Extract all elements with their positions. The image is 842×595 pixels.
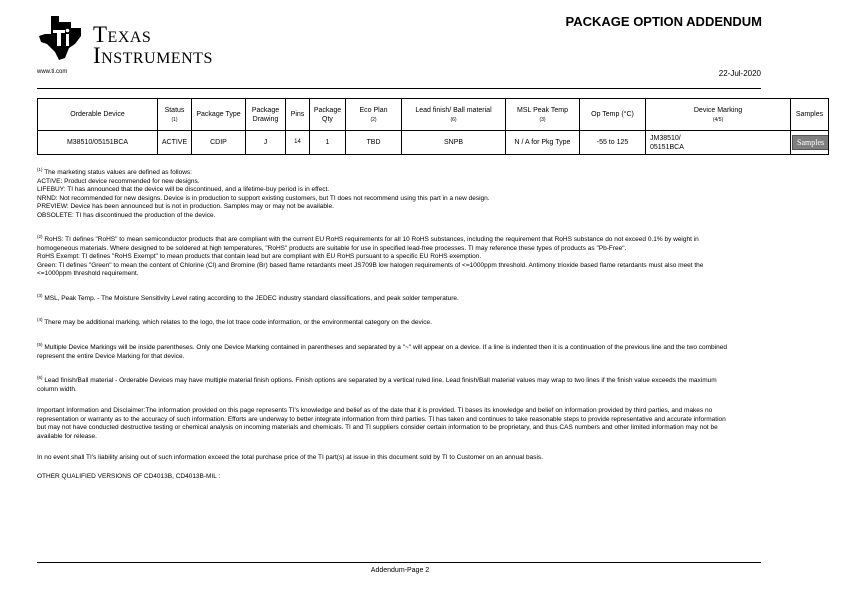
footnote-marker: (2) [37,234,43,240]
col-header-op-temp: Op Temp (°C) [580,99,646,131]
note-2 [37,233,733,279]
note-6-text: Lead finish/Ball material - Orderable Devices may have multiple material finish options. Finish options are separated by a vertical ruled line. Lead finish/Ball material values may wrap to two lines if the finish value exceeds the maximum column width. [37,377,717,393]
cell-device-marking [646,131,791,155]
note-2-green: Green: TI defines "Green" to mean the content of Chlorine (Cl) and Bromine (Br) based flame retardants meet JS709B low halogen requirements of <=1000ppm threshold. Antimony trioxide based flame retardants must also meet the <=1000ppm threshold requirement. [37,261,704,278]
footnote-marker: (3) [37,292,43,298]
note-2-rohs-exempt: RoHS Exempt: TI defines "RoHS Exempt" to mean products that contain lead but are compliant with EU RoHS pursuant to a specific EU RoHS exemption. [37,253,482,261]
col-header-package-qty: Package Qty [310,99,346,131]
note-1 [37,166,733,220]
page-title: PACKAGE OPTION ADDENDUM [565,14,762,29]
cell-qty: 1 [310,131,346,155]
marking-line-2: 05151BCA [650,143,684,151]
other-versions-heading: OTHER QUALIFIED VERSIONS OF CD4013B, CD4013B-MIL : [37,472,221,480]
cell-status: ACTIVE [158,131,192,155]
footer-divider [37,562,761,563]
col-header-package-drawing: Package Drawing [246,99,286,131]
col-header-package-type: Package Type [192,99,246,131]
table-row [38,131,829,155]
cell-drawing: J [246,131,286,155]
disclaimer [37,407,733,441]
document-date: 22-Jul-2020 [718,69,761,78]
footnote-marker: (1) [37,167,43,172]
col-header-device-marking: Device Marking (4/5) [646,99,791,131]
cell-eco-plan: TBD [346,131,402,155]
footnote-marker: (4) [37,317,43,323]
cell-lead-finish: SNPB [402,131,506,155]
note-1-lifebuy: LIFEBUY: TI has announced that the device will be discontinued, and a lifetime-buy period is in effect. [37,186,330,194]
marking-line-1: JM38510/ [650,134,681,142]
other-versions [37,473,733,482]
cell-samples [791,131,829,155]
col-header-samples: Samples [791,99,829,131]
samples-button[interactable]: Samples [792,135,829,150]
logo-text-instruments: Instruments [93,43,213,68]
cell-device: M38510/05151BCA [38,131,158,155]
note-1-active: ACTIVE: Product device recommended for new designs. [37,177,200,185]
disclaimer-text: Important Information and Disclaimer:The information provided on this page represents TI's knowledge and belief as of the date that it is provided. TI bases its knowledge and belief on information provided by third parties, and makes no representation or warranty as to the accuracy of such information. Efforts are underway to better integrate information from third parties. TI has taken and continues to take reasonable steps to provide representative and accurate information but may not have conducted destructive testing or chemical analysis on incoming materials and chemicals. TI and TI suppliers consider certain information to be proprietary, and thus CAS numbers and other limited information may not be available for release. [37,407,726,440]
note-3 [37,292,733,304]
col-header-pins: Pins [286,99,310,131]
footnote-marker: (6) [37,375,43,381]
cell-package-type: CDIP [192,131,246,155]
ti-texas-map-icon [37,14,87,62]
note-4-text: There may be additional marking, which relates to the logo, the lot trace code information, or the environmental category on the device. [44,319,432,327]
note-1-obsolete: OBSOLETE: TI has discontinued the production of the device. [37,211,216,219]
note-4 [37,316,733,328]
table-header-row [38,99,829,131]
notes-section [37,166,733,481]
col-header-eco-plan: Eco Plan (2) [346,99,402,131]
col-header-status: Status (1) [158,99,192,131]
note-5-text: Multiple Device Markings will be inside parentheses. Only one Device Marking contained in parentheses and separated by a "~" will appear on a device. If a line is indented then it is a continuation of the previous line and the two combined represent the entire Device Marking for that device. [37,344,727,360]
note-1-preview: PREVIEW: Device has been announced but is not in production. Samples may or may not be available. [37,203,334,211]
liability [37,454,733,463]
note-1-nrnd: NRND: Not recommended for new designs. Device is in production to support existing customers, but TI does not recommend using this part in a new design. [37,194,490,202]
website-link[interactable]: www.ti.com [37,69,68,75]
col-header-orderable-device: Orderable Device [38,99,158,131]
header-divider [37,88,761,89]
ti-logo [37,14,267,70]
footnote-marker: (5) [37,342,43,348]
col-header-msl-peak-temp: MSL Peak Temp (3) [506,99,580,131]
page-footer: Addendum-Page 2 [370,567,430,574]
col-header-lead-finish: Lead finish/ Ball material (6) [402,99,506,131]
note-5 [37,341,733,361]
liability-text: In no event shall TI's liability arising out of such information exceed the total purchase price of the TI part(s) at issue in this document sold by TI to Customer on an annual basis. [37,454,543,462]
note-6 [37,374,733,394]
note-1-title: The marketing status values are defined as follows: [44,169,192,177]
note-2-rohs: RoHS: TI defines "RoHS" to mean semiconductor products that are compliant with the current EU RoHS requirements for all 10 RoHS substances, including the requirement that RoHS substance do not exceed 0.1% by weight in homogeneous materials. Where designed to be soldered at high temperatures, "RoHS" products are suitable for use in specified lead-free processes. TI may reference these types of products as "Pb-Free". [37,236,699,252]
package-option-table [37,98,829,155]
note-3-text: MSL, Peak Temp. - The Moisture Sensitivity Level rating according to the JEDEC industry standard classifications, and peak solder temperature. [44,294,459,302]
cell-pins: 14 [286,131,310,155]
logo-text-texas: Texas [93,22,152,47]
cell-op-temp: -55 to 125 [580,131,646,155]
cell-msl: N / A for Pkg Type [506,131,580,155]
